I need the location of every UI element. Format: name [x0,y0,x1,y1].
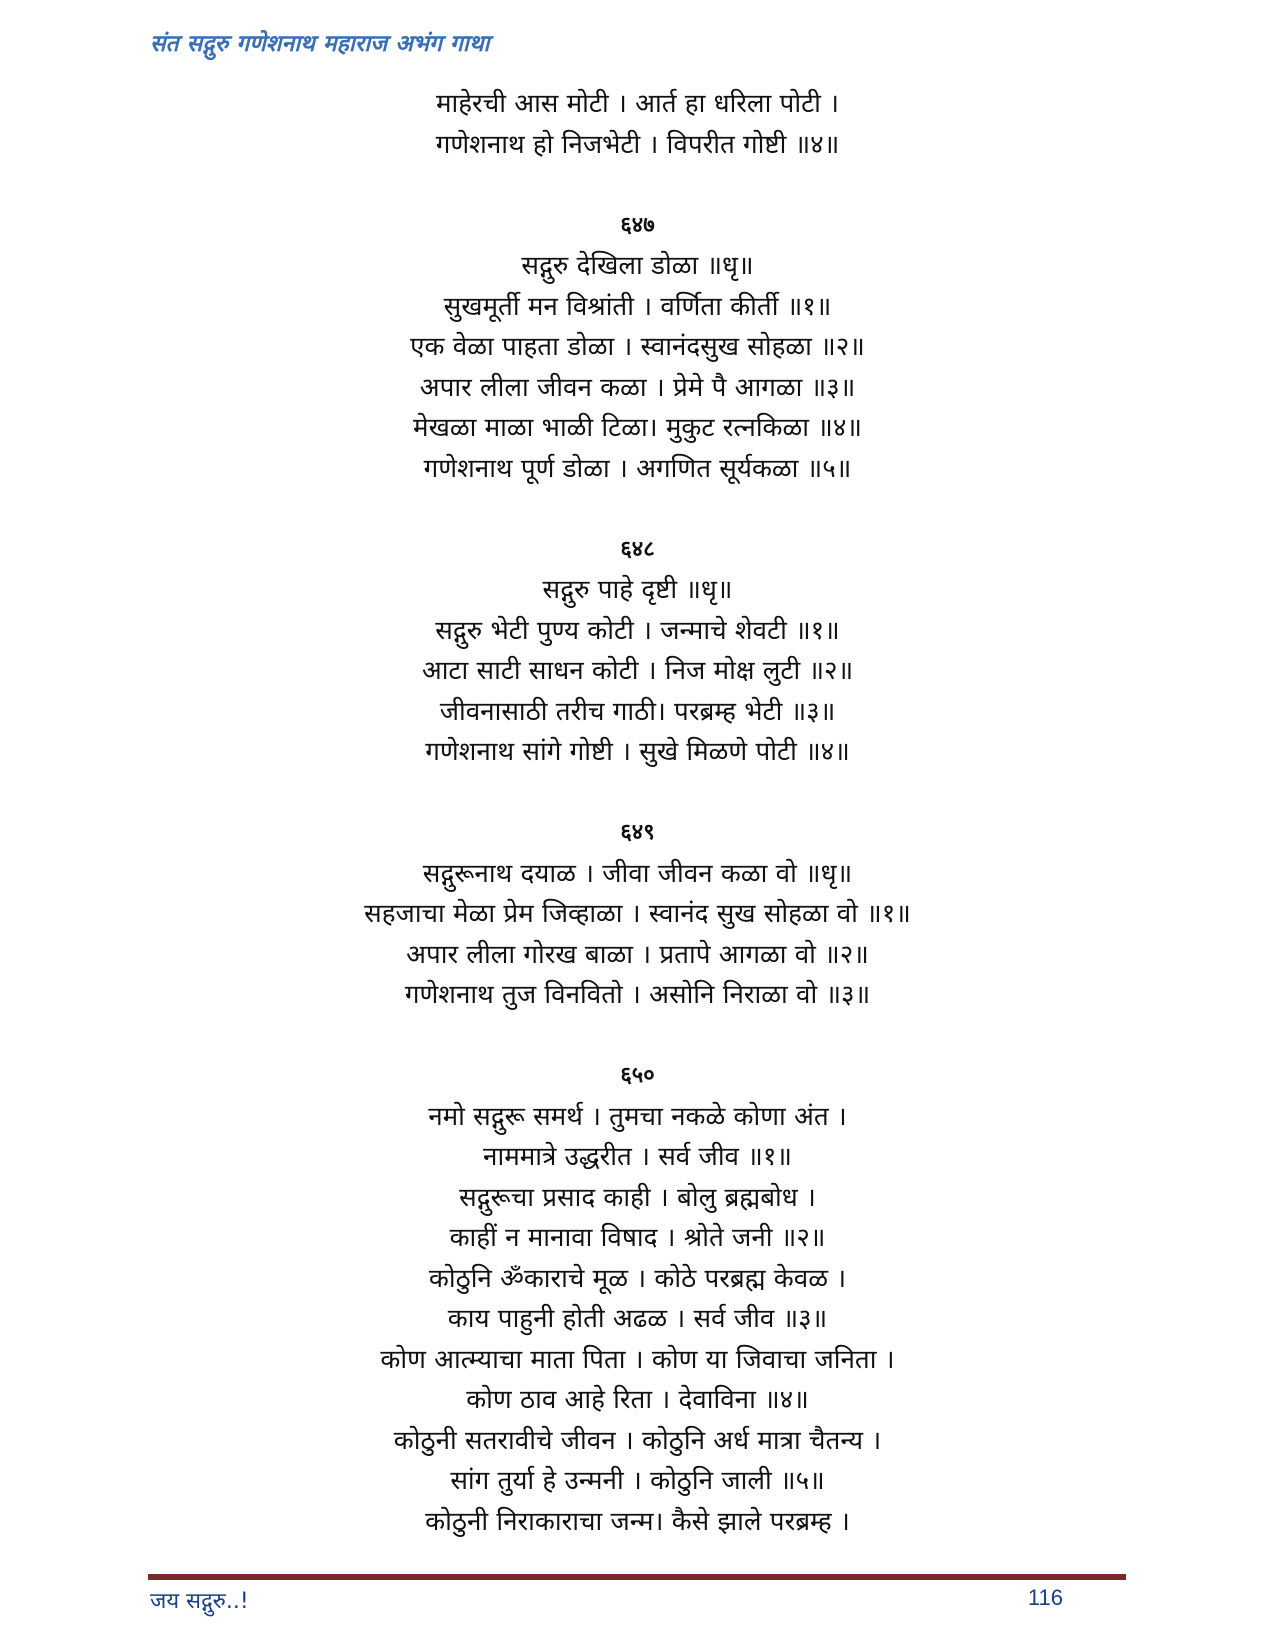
stanza-gap [150,1016,1125,1057]
verse-line: सहजाचा मेळा प्रेम जिव्हाळा । स्वानंद सुख सोहळा वो ॥१॥ [364,899,911,929]
verse-line: कोठुनी निराकाराचा जन्म। कैसे झाले परब्रम्ह । [425,1506,850,1537]
verse-line: आटा साटी साधन कोटी । निज मोक्ष लुटी ॥२॥ [421,656,854,686]
page-number: 116 [1027,1585,1063,1610]
verse-line: जीवनासाठी तरीच गाठी। परब्रम्ह भेटी ॥३॥ [439,696,836,727]
verse-line: सद्गुरूचा प्रसाद काही । बोलु ब्रह्मबोध । [459,1182,816,1213]
verse-line: सद्गुरु देखिला डोळा ॥धृ॥ [521,251,754,281]
verse-line: कोठुनी सतरावीचे जीवन । कोठुनि अर्ध मात्रा चैतन्य । [393,1425,882,1456]
stanza-gap [150,165,1125,206]
verse-line: काहीं न मानावा विषाद । श्रोते जनी ॥२॥ [449,1223,826,1253]
verse-line: गणेशनाथ सांगे गोष्टी । सुखे मिळणे पोटी ॥४॥ [425,737,850,767]
abhang-number: ६४७ [620,212,655,238]
verse-line: गणेशनाथ तुज विनवितो । असोनि निराळा वो ॥३॥ [404,980,871,1010]
abhang-number: ६५० [620,1063,655,1088]
abhang-number: ६४९ [620,820,655,845]
footer-tagline: जय सद्गुरु..! [150,1589,249,1614]
footer-divider [148,1574,1126,1580]
verse-line: अपार लीला गोरख बाळा । प्रतापे आगळा वो ॥२॥ [406,939,869,970]
verse-line: सद्गुरु भेटी पुण्य कोटी । जन्माचे शेवटी ॥१॥ [435,615,840,646]
verse-line: सांग तुर्या हे उन्मनी । कोठुनि जाली ॥५॥ [450,1466,825,1496]
verse-line: सद्गुरु पाहे दृष्टी ॥धृ॥ [542,575,733,605]
verse-line: कोण ठाव आहे रिता । देवाविना ॥४॥ [466,1385,809,1415]
abhang-number: ६४८ [620,536,655,562]
verse-line: कोठुनि ॐकाराचे मूळ । कोठे परब्रह्म केवळ । [428,1263,847,1294]
stanza-gap [150,773,1125,814]
page-body [150,84,1125,1542]
verse-line: सुखमूर्ती मन विश्रांती । वर्णिता कीर्ती ॥१॥ [443,291,832,322]
running-header-title: संत सद्गुरु गणेशनाथ महाराज अभंग गाथा [150,31,490,57]
verse-line: माहेरची आस मोटी । आर्त हा धरिला पोटी । [435,89,840,119]
verse-line: सद्गुरूनाथ दयाळ । जीवा जीवन कळा वो ॥धृ॥ [422,858,853,889]
verse-line: नाममात्रे उद्धरीत । सर्व जीव ॥१॥ [483,1142,792,1172]
verse-line: एक वेळा पाहता डोळा । स्वानंदसुख सोहळा ॥२॥ [410,332,865,362]
verse-line: गणेशनाथ हो निजभेटी । विपरीत गोष्टी ॥४॥ [435,129,840,160]
verse-line: अपार लीला जीवन कळा । प्रेमे पै आगळा ॥३॥ [419,372,856,403]
verse-line: गणेशनाथ पूर्ण डोळा । अगणित सूर्यकळा ॥५॥ [423,453,852,484]
stanza-gap [150,489,1125,530]
verse-line: नमो सद्गुरू समर्थ । तुमचा नकळे कोणा अंत । [428,1101,847,1132]
verse-line: कोण आत्म्याचा माता पिता । कोण या जिवाचा जनिता । [380,1344,895,1375]
verse-line: काय पाहुनी होती अढळ । सर्व जीव ॥३॥ [447,1304,828,1334]
verse-line: मेखळा माळा भाळी टिळा। मुकुट रत्नकिळा ॥४॥ [413,413,862,443]
